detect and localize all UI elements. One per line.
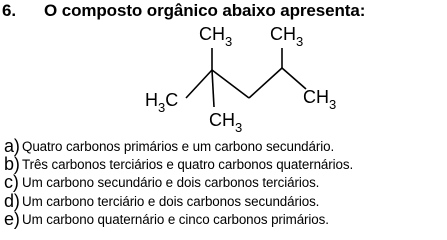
option-text: Três carbonos terciários e quatro carbonos quaternários. [22,157,354,173]
label-h3c-left: $H_3C$ [145,90,179,115]
option-letter: e) [4,208,20,229]
option-c[interactable] [4,173,447,191]
option-text: Um carbono quaternário e cinco carbonos primários. [22,211,329,227]
bond-ch-right [282,68,306,89]
option-text: Quatro carbonos primários e um carbono secundário. [22,139,335,154]
option-letter: c) [4,172,19,193]
option-letter: a) [4,136,20,156]
label-ch3-top-left: $CH_3$ [199,24,233,49]
option-text: Um carbono terciário e dois carbonos secundários. [22,193,320,209]
bond-quaternary-ch2 [212,70,249,98]
bond-quaternary-bottom [212,70,214,107]
label-ch3-bottom: $CH_3$ [209,110,243,135]
option-b[interactable] [4,155,447,173]
label-ch3-top-right: $CH_3$ [270,24,304,49]
option-a[interactable] [4,137,447,155]
question-number: 6. [2,1,16,20]
answer-options [4,137,447,228]
option-d[interactable] [4,192,447,210]
label-ch3-right: $CH_3$ [303,87,337,112]
option-letter: b) [4,154,20,175]
question-text: O composto orgânico abaixo apresenta: [44,1,366,20]
option-letter: d) [4,190,20,211]
bond-lines [186,48,306,107]
bond-quaternary-left [186,70,212,98]
option-text: Um carbono secundário e dois carbonos terciários. [22,175,320,191]
option-e[interactable] [4,210,447,228]
bond-ch2-ch [249,68,282,98]
